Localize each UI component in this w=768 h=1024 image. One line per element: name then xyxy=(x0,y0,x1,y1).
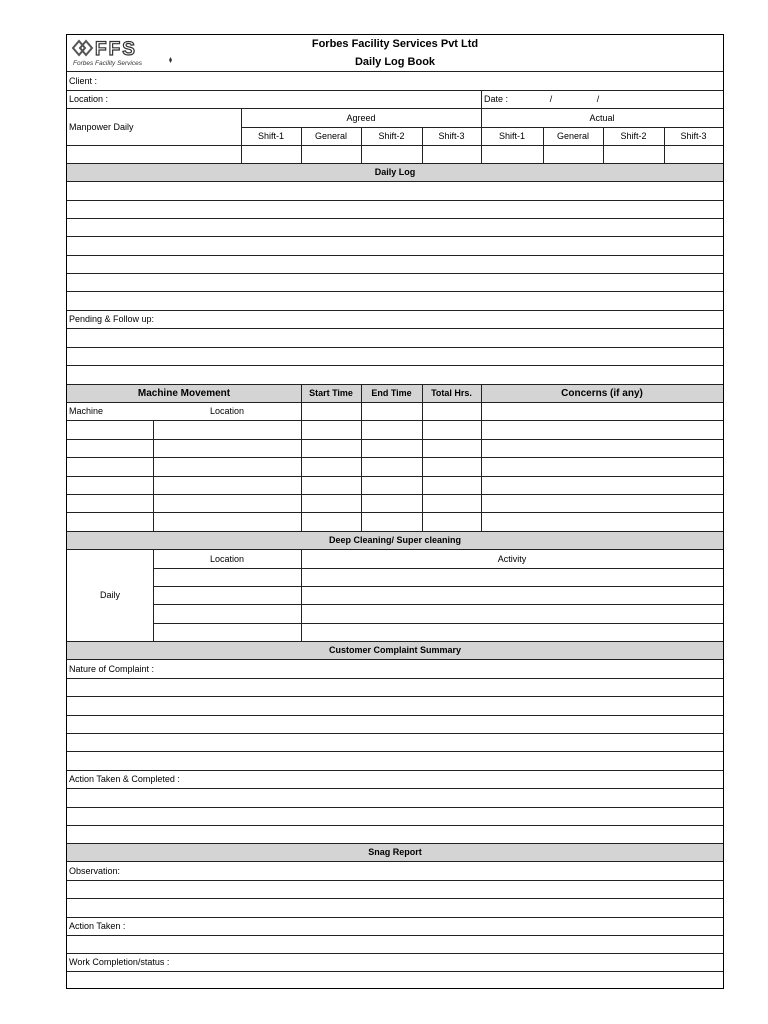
action-taken-label: Action Taken : xyxy=(69,921,126,931)
daily-log-title: Daily Log xyxy=(374,167,416,177)
logo-tagline: Forbes Facility Services xyxy=(73,60,142,67)
ffs-logo xyxy=(69,36,177,68)
deep-location-header: Location xyxy=(209,553,245,564)
agreed-general: General xyxy=(314,131,348,141)
machine-location-header: Location xyxy=(209,406,245,416)
agreed-header: Agreed xyxy=(346,112,376,123)
actual-header: Actual xyxy=(589,112,615,123)
date-field[interactable]: Date : xyxy=(484,94,509,104)
concerns-header: Concerns (if any) xyxy=(561,387,643,399)
actual-shift-3: Shift-3 xyxy=(680,131,707,141)
agreed-shift-3: Shift-3 xyxy=(438,131,465,141)
date-separator: / xyxy=(596,94,600,104)
machine-column-header: Machine xyxy=(69,406,104,416)
nature-of-complaint-label: Nature of Complaint : xyxy=(69,663,155,674)
pending-followup-label: Pending & Follow up: xyxy=(69,314,155,324)
manpower-label: Manpower Daily xyxy=(69,121,134,132)
actual-general: General xyxy=(556,131,590,141)
logo-text: FFS xyxy=(95,39,137,60)
agreed-shift-2: Shift-2 xyxy=(378,131,405,141)
page-title: Daily Log Book xyxy=(354,56,436,68)
total-hrs-header: Total Hrs. xyxy=(431,388,472,398)
machine-movement-title: Machine Movement xyxy=(137,387,231,399)
date-separator: / xyxy=(549,94,553,104)
actual-shift-2: Shift-2 xyxy=(620,131,647,141)
complaint-summary-title: Customer Complaint Summary xyxy=(328,645,462,655)
deep-daily-label: Daily xyxy=(99,590,120,600)
snag-report-title: Snag Report xyxy=(368,847,422,857)
deep-activity-header: Activity xyxy=(497,553,527,564)
action-taken-completed-label: Action Taken & Completed : xyxy=(69,774,180,784)
work-completion-label: Work Completion/status : xyxy=(69,957,170,967)
company-name: Forbes Facility Services Pvt Ltd xyxy=(311,38,479,50)
actual-shift-1: Shift-1 xyxy=(498,131,525,141)
start-time-header: Start Time xyxy=(309,388,353,398)
client-field[interactable]: Client : xyxy=(69,75,98,86)
location-field[interactable]: Location : xyxy=(69,94,109,104)
end-time-header: End Time xyxy=(371,388,412,398)
log-book-sheet xyxy=(66,34,724,989)
deep-cleaning-title: Deep Cleaning/ Super cleaning xyxy=(328,535,462,545)
observation-label: Observation: xyxy=(69,865,121,876)
agreed-shift-1: Shift-1 xyxy=(257,131,284,141)
